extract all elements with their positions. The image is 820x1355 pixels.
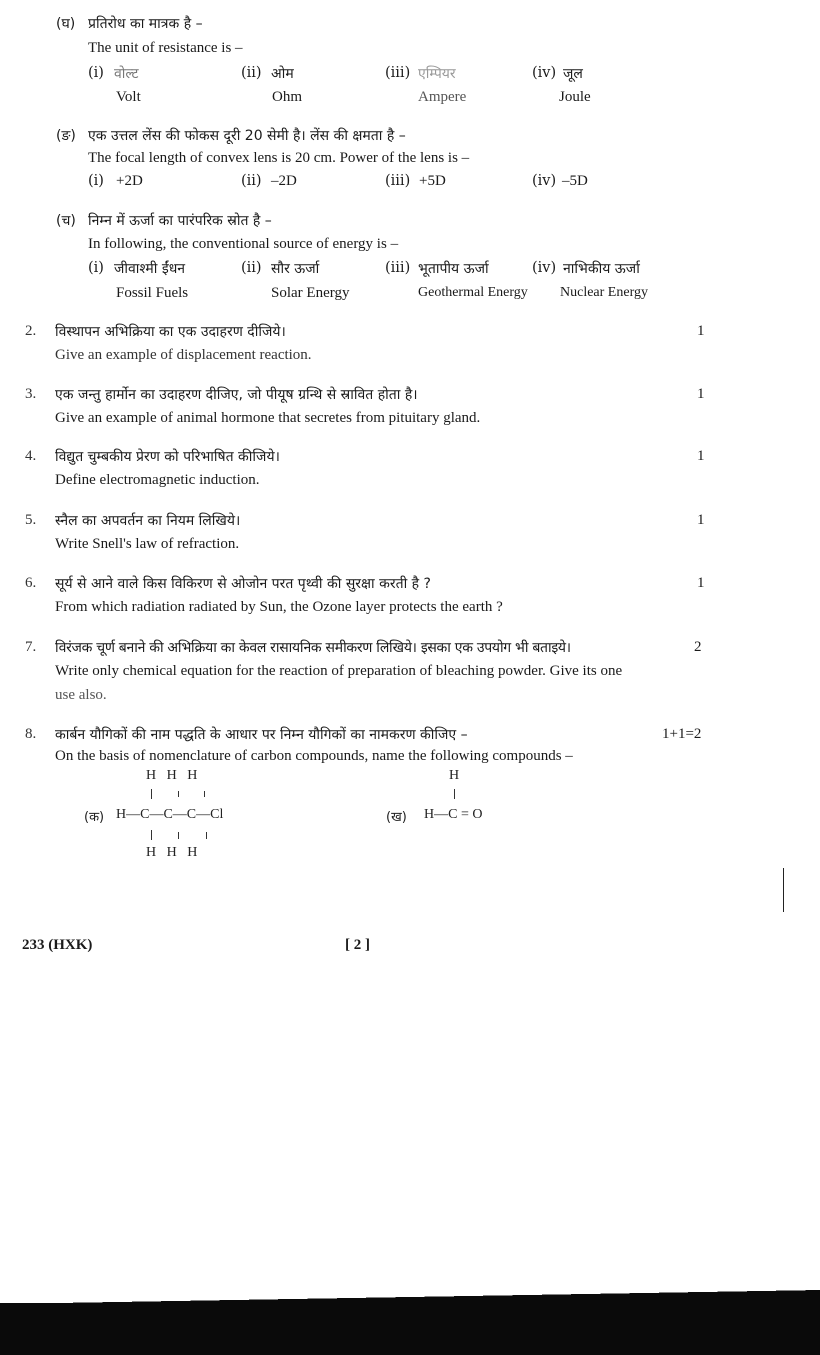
q1d-opt2-en: Ohm: [272, 89, 302, 105]
q7-hindi: विरंजक चूर्ण बनाने की अभिक्रिया का केवल रासायनिक समीकरण लिखिये। इसका एक उपयोग भी बताइये।: [55, 640, 571, 656]
q8-marks: 1+1=2: [662, 726, 702, 742]
q1d-opt1-hi: वोल्ट: [114, 66, 139, 82]
scan-edge-shadow: [0, 1290, 820, 1304]
q5-english: Write Snell's law of refraction.: [55, 536, 240, 552]
q7-english-line1: Write only chemical equation for the reaction of preparation of bleaching powder. Give its one: [55, 663, 623, 679]
q1d-opt1-num: (i): [88, 65, 104, 81]
q1f-english: In following, the conventional source of energy is –: [88, 236, 399, 252]
q8b-label: (ख): [386, 810, 407, 825]
q1e-opt2-en: –2D: [271, 173, 297, 189]
q1f-label: (च): [56, 213, 76, 229]
q1e-opt4-en: –5D: [562, 173, 588, 189]
q6-number: 6.: [25, 575, 37, 591]
q7-marks: 2: [694, 639, 702, 655]
q1f-opt4-hi: नाभिकीय ऊर्जा: [563, 261, 640, 277]
q7-number: 7.: [25, 639, 37, 655]
q1f-opt3-num: (iii): [385, 260, 411, 276]
q3-hindi: एक जन्तु हार्मोन का उदाहरण दीजिए, जो पीयूष ग्रन्थि से स्रावित होता है।: [55, 387, 418, 403]
q1f-opt2-num: (ii): [241, 260, 262, 276]
q1f-opt1-num: (i): [88, 260, 104, 276]
q3-number: 3.: [25, 386, 37, 402]
q1d-opt3-en: Ampere: [418, 89, 467, 105]
q1d-opt1-en: Volt: [116, 89, 141, 105]
q1d-opt3-hi: एम्पियर: [418, 66, 456, 82]
q8a-bond-top-2: [178, 791, 179, 797]
q1f-opt1-hi: जीवाश्मी ईंधन: [114, 261, 186, 277]
paper-code: 233 (HXK): [22, 937, 93, 953]
q1e-opt3-num: (iii): [385, 173, 411, 189]
q3-marks: 1: [697, 386, 705, 402]
q1f-opt3-en: Geothermal Energy: [418, 285, 528, 300]
q1d-hindi: प्रतिरोध का मात्रक है –: [88, 16, 203, 32]
q1d-opt4-num: (iv): [532, 65, 557, 81]
q2-hindi: विस्थापन अभिक्रिया का एक उदाहरण दीजिये।: [55, 324, 286, 340]
q1d-opt2-num: (ii): [241, 65, 262, 81]
page-number: [ 2 ]: [345, 937, 370, 953]
q1e-opt1-num: (i): [88, 173, 104, 189]
q1e-english: The focal length of convex lens is 20 cm. Power of the lens is –: [88, 150, 470, 166]
q4-number: 4.: [25, 448, 37, 464]
q1f-hindi: निम्न में ऊर्जा का पारंपरिक स्रोत है –: [88, 213, 272, 229]
q8a-main-chain: H—C—C—C—Cl: [116, 807, 224, 822]
q1f-opt2-en: Solar Energy: [271, 285, 350, 301]
scan-mark: [783, 868, 784, 912]
q2-marks: 1: [697, 323, 705, 339]
q8a-bond-top-1: [151, 789, 152, 799]
q4-hindi: विद्युत चुम्बकीय प्रेरण को परिभाषित कीजिये।: [55, 449, 280, 465]
q1f-opt2-hi: सौर ऊर्जा: [271, 261, 320, 277]
q5-hindi: स्नैल का अपवर्तन का नियम लिखिये।: [55, 513, 241, 529]
q6-marks: 1: [697, 575, 705, 591]
q6-english: From which radiation radiated by Sun, the Ozone layer protects the earth ?: [55, 599, 503, 615]
q5-number: 5.: [25, 512, 37, 528]
scan-edge-bar: [0, 1303, 820, 1355]
q8-number: 8.: [25, 726, 37, 742]
q1d-opt4-en: Joule: [559, 89, 591, 105]
q8a-bond-bottom-2: [178, 832, 179, 839]
q4-marks: 1: [697, 448, 705, 464]
q1d-opt3-num: (iii): [385, 65, 411, 81]
q8a-label: (क): [84, 810, 105, 825]
q2-number: 2.: [25, 323, 37, 339]
q1e-opt4-num: (iv): [532, 173, 557, 189]
q1f-opt3-hi: भूतापीय ऊर्जा: [418, 261, 489, 277]
q1e-opt1-en: +2D: [116, 173, 143, 189]
q8-hindi: कार्बन यौगिकों की नाम पद्धति के आधार पर निम्न यौगिकों का नामकरण कीजिए –: [55, 727, 468, 743]
q8b-bond-top: [454, 789, 455, 799]
q7-english-line2: use also.: [55, 687, 107, 703]
q1d-opt4-hi: जूल: [563, 66, 583, 82]
q1d-opt2-hi: ओम: [271, 66, 294, 82]
q1f-opt1-en: Fossil Fuels: [116, 285, 189, 301]
q8-english: On the basis of nomenclature of carbon compounds, name the following compounds –: [55, 748, 573, 764]
q8b-formula: H—C = O: [424, 807, 483, 822]
q2-english: Give an example of displacement reaction.: [55, 347, 312, 363]
q1d-label: (घ): [56, 16, 76, 32]
q1e-opt3-en: +5D: [419, 173, 446, 189]
q1f-opt4-en: Nuclear Energy: [560, 285, 648, 300]
q8a-bottom-hydrogens: H H H: [146, 845, 198, 860]
q8a-top-hydrogens: H H H: [146, 768, 198, 783]
q5-marks: 1: [697, 512, 705, 528]
q3-english: Give an example of animal hormone that secretes from pituitary gland.: [55, 410, 481, 426]
q4-english: Define electromagnetic induction.: [55, 472, 260, 488]
q6-hindi: सूर्य से आने वाले किस विकिरण से ओजोन परत पृथ्वी की सुरक्षा करती है ?: [55, 576, 431, 592]
q1e-opt2-num: (ii): [241, 173, 262, 189]
q8a-bond-top-3: [204, 791, 205, 797]
q1e-label: (ङ): [56, 128, 76, 144]
q8a-bond-bottom-3: [206, 832, 207, 839]
q8a-bond-bottom-1: [151, 830, 152, 840]
q1e-hindi: एक उत्तल लेंस की फोकस दूरी 20 सेमी है। लेंस की क्षमता है –: [88, 128, 406, 144]
q1d-english: The unit of resistance is –: [88, 40, 243, 56]
q1f-opt4-num: (iv): [532, 260, 557, 276]
q8b-top-hydrogen: H: [449, 768, 460, 783]
